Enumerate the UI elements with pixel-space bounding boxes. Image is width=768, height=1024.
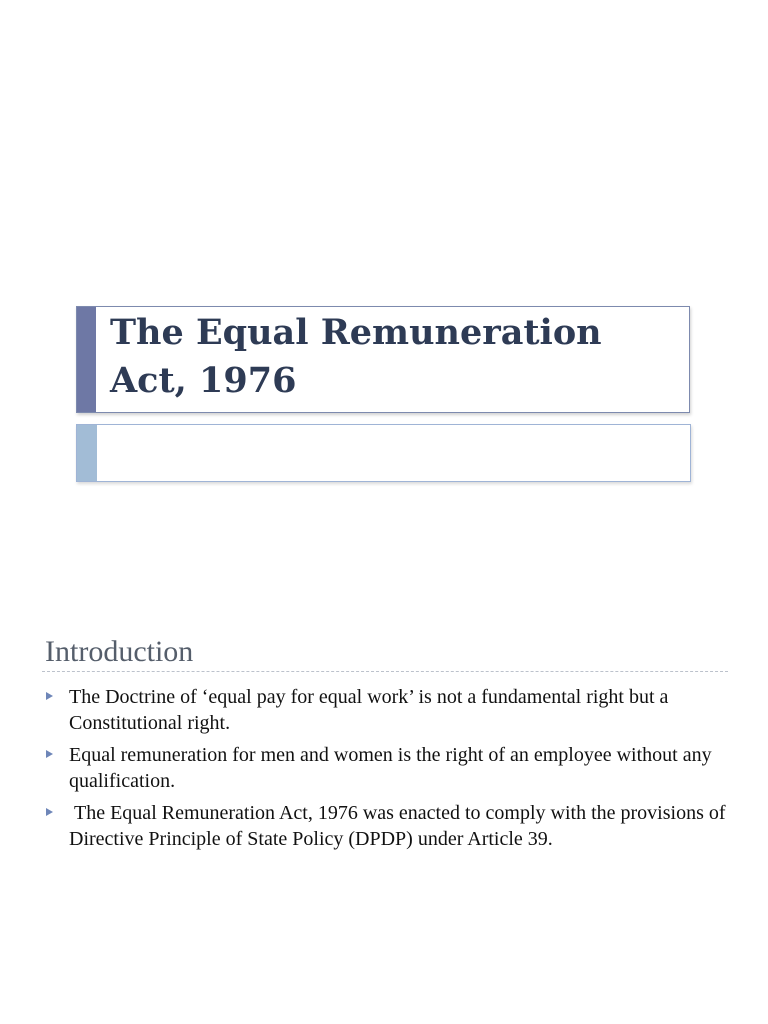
triangle-bullet-icon (46, 808, 53, 816)
bullet-text: Equal remuneration for men and women is the right of an employee without any qualification. (69, 744, 712, 792)
bullet-text: The Doctrine of ‘equal pay for equal work’ is not a fundamental right but a Constitutional right. (69, 686, 669, 734)
slide-title: The Equal Remuneration Act, 1976 (110, 312, 602, 401)
title-box (76, 306, 690, 413)
list-item (44, 800, 734, 852)
subtitle-accent-bar (77, 425, 97, 481)
bullet-text: The Equal Remuneration Act, 1976 was enacted to comply with the provisions of Directive Principle of State Policy (DPDP) under Article 39. (69, 802, 731, 850)
bullet-list (44, 684, 734, 858)
intro-heading: Introduction (45, 635, 194, 668)
subtitle-box (76, 424, 691, 482)
list-item (44, 742, 734, 794)
heading-divider (42, 671, 728, 672)
intro-slide (0, 576, 768, 1024)
list-item (44, 684, 734, 736)
triangle-bullet-icon (46, 750, 53, 758)
title-accent-bar (77, 307, 96, 412)
triangle-bullet-icon (46, 692, 53, 700)
